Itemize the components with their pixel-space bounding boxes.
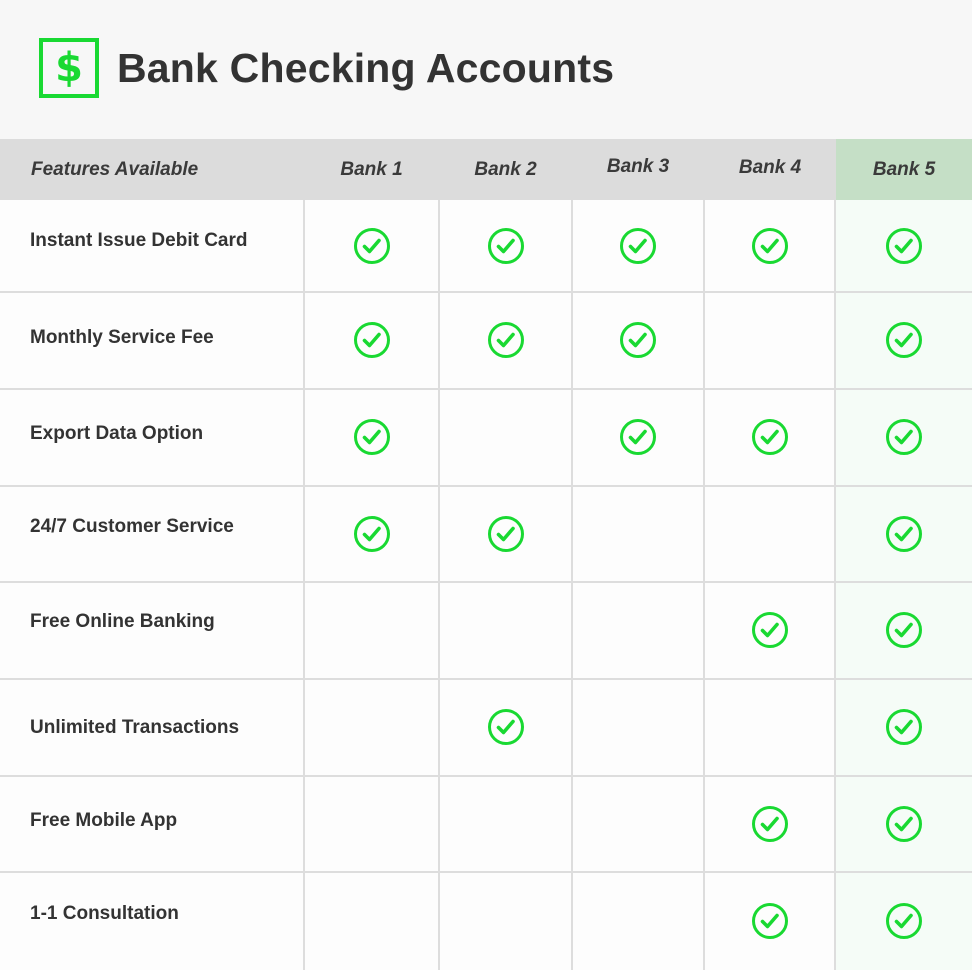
column-header-bank-1: Bank 1 — [340, 158, 403, 180]
column-header-features: Features Available — [31, 158, 199, 180]
table-row — [0, 679, 972, 775]
table-cell-bank-1 — [304, 389, 439, 485]
column-header-bank-3: Bank 3 — [606, 155, 670, 177]
table-cell-bank-3 — [572, 389, 704, 485]
table-cell-bank-1 — [304, 679, 439, 775]
check-circle-icon — [885, 611, 923, 649]
table-row — [0, 872, 972, 970]
table-cell-bank-1 — [304, 486, 439, 581]
check-circle-icon — [885, 418, 923, 456]
table-cell-bank-4 — [704, 200, 836, 291]
check-circle-icon — [885, 805, 923, 843]
check-circle-icon — [885, 902, 923, 940]
table-cell-bank-1 — [304, 872, 439, 970]
column-header-bank-5: Bank 5 — [836, 139, 972, 200]
table-cell-bank-5 — [836, 582, 972, 678]
table-cell-bank-2 — [439, 200, 572, 291]
table-cell-bank-4 — [704, 582, 836, 678]
check-circle-icon — [619, 418, 657, 456]
table-cell-bank-5 — [836, 679, 972, 775]
feature-label: Instant Issue Debit Card — [30, 229, 248, 251]
check-circle-icon — [751, 902, 789, 940]
check-circle-icon — [885, 708, 923, 746]
table-cell-bank-4 — [704, 776, 836, 871]
check-circle-icon — [353, 515, 391, 553]
table-cell-bank-1 — [304, 776, 439, 871]
table-cell-bank-1 — [304, 200, 439, 291]
check-circle-icon — [353, 321, 391, 359]
check-circle-icon — [353, 418, 391, 456]
table-cell-bank-2 — [439, 776, 572, 871]
table-cell-bank-4 — [704, 872, 836, 970]
table-cell-bank-2 — [439, 679, 572, 775]
column-header-bank-4: Bank 4 — [738, 156, 802, 178]
comparison-table — [0, 139, 972, 970]
table-cell-bank-2 — [439, 486, 572, 581]
table-cell-bank-5 — [836, 200, 972, 291]
table-cell-bank-3 — [572, 872, 704, 970]
check-circle-icon — [885, 515, 923, 553]
check-circle-icon — [751, 227, 789, 265]
check-circle-icon — [751, 805, 789, 843]
check-circle-icon — [619, 321, 657, 359]
check-circle-icon — [353, 227, 391, 265]
table-cell-bank-4 — [704, 292, 836, 388]
table-cell-bank-1 — [304, 582, 439, 678]
check-circle-icon — [751, 611, 789, 649]
table-cell-bank-3 — [572, 582, 704, 678]
feature-label: Free Mobile App — [30, 809, 178, 831]
table-cell-bank-5 — [836, 872, 972, 970]
check-circle-icon — [751, 418, 789, 456]
table-cell-bank-3 — [572, 292, 704, 388]
check-circle-icon — [885, 227, 923, 265]
table-cell-bank-3 — [572, 679, 704, 775]
feature-label: 24/7 Customer Service — [30, 515, 234, 537]
table-cell-bank-3 — [572, 200, 704, 291]
table-cell-bank-2 — [439, 872, 572, 970]
page-title: Bank Checking Accounts — [117, 45, 615, 91]
feature-label: Free Online Banking — [30, 611, 215, 632]
feature-label: 1-1 Consultation — [30, 903, 179, 924]
table-cell-bank-4 — [704, 486, 836, 581]
table-row — [0, 200, 972, 291]
feature-label: Export Data Option — [30, 423, 204, 444]
table-row — [0, 292, 972, 388]
page-header — [0, 0, 972, 139]
table-cell-bank-1 — [304, 292, 439, 388]
table-cell-bank-3 — [572, 776, 704, 871]
table-cell-bank-4 — [704, 679, 836, 775]
logo-glyph: $ — [55, 45, 83, 91]
check-circle-icon — [487, 227, 525, 265]
dollar-sign-icon — [39, 38, 99, 98]
feature-label: Monthly Service Fee — [30, 327, 214, 348]
table-row — [0, 389, 972, 485]
column-header-bank-2: Bank 2 — [474, 158, 537, 180]
table-header-row — [0, 139, 972, 200]
table-cell-bank-5 — [836, 292, 972, 388]
check-circle-icon — [885, 321, 923, 359]
table-row — [0, 582, 972, 678]
check-circle-icon — [487, 515, 525, 553]
table-cell-bank-3 — [572, 486, 704, 581]
table-cell-bank-5 — [836, 486, 972, 581]
check-circle-icon — [487, 321, 525, 359]
check-circle-icon — [487, 708, 525, 746]
check-circle-icon — [619, 227, 657, 265]
table-cell-bank-2 — [439, 582, 572, 678]
table-row — [0, 486, 972, 581]
table-cell-bank-5 — [836, 776, 972, 871]
table-row — [0, 776, 972, 871]
table-cell-bank-2 — [439, 389, 572, 485]
table-cell-bank-2 — [439, 292, 572, 388]
table-cell-bank-5 — [836, 389, 972, 485]
table-cell-bank-4 — [704, 389, 836, 485]
feature-label: Unlimited Transactions — [30, 717, 240, 738]
